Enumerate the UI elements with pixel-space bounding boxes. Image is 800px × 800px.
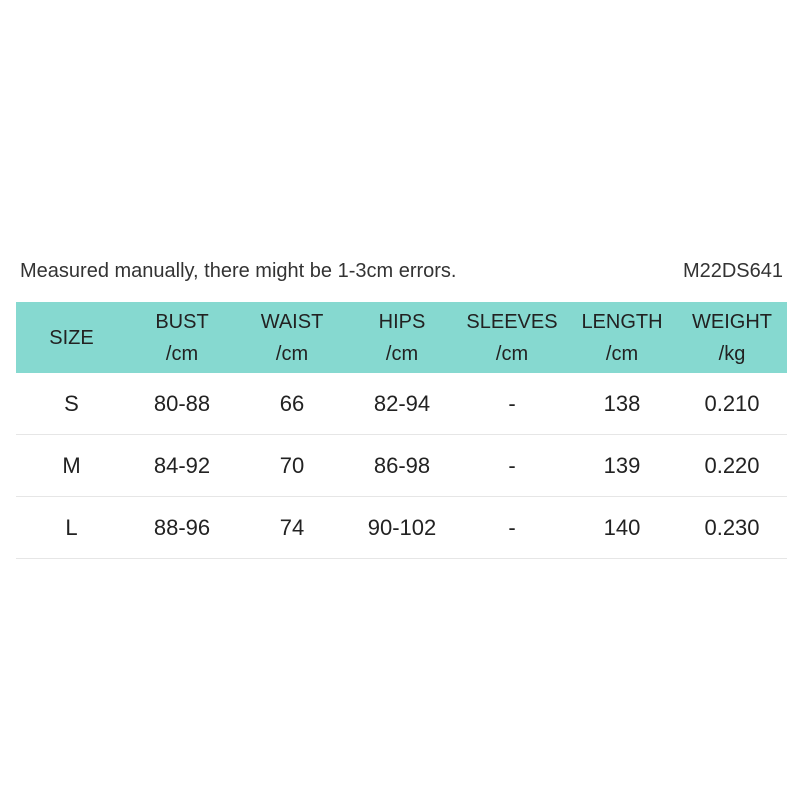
size-chart-table: [16, 302, 787, 559]
header-hips-label: HIPS: [378, 310, 426, 333]
header-sleeves-unit: /cm: [495, 342, 529, 365]
header-waist-unit: /cm: [275, 342, 309, 365]
header-bust-label: BUST: [155, 310, 209, 333]
header-length: [567, 302, 677, 373]
cell-sleeves: -: [457, 497, 567, 559]
header-hips: [347, 302, 457, 373]
header-length-label: LENGTH: [581, 310, 663, 333]
cell-bust: 80-88: [127, 373, 237, 435]
cell-sleeves: -: [457, 435, 567, 497]
cell-weight: 0.230: [677, 497, 787, 559]
header-row: [16, 302, 787, 373]
cell-length: 139: [567, 435, 677, 497]
cell-size: M: [16, 435, 127, 497]
product-code: M22DS641: [682, 260, 783, 282]
header-sleeves: [457, 302, 567, 373]
cell-sleeves: -: [457, 373, 567, 435]
cell-weight: 0.220: [677, 435, 787, 497]
cell-length: 138: [567, 373, 677, 435]
header-sleeves-label: SLEEVES: [466, 310, 558, 333]
header-bust: [127, 302, 237, 373]
cell-hips: 90-102: [347, 497, 457, 559]
cell-bust: 88-96: [127, 497, 237, 559]
header-waist: [237, 302, 347, 373]
header-weight-label: WEIGHT: [692, 310, 772, 333]
table-row: [16, 497, 787, 559]
cell-weight: 0.210: [677, 373, 787, 435]
cell-hips: 86-98: [347, 435, 457, 497]
cell-waist: 66: [237, 373, 347, 435]
header-waist-label: WAIST: [260, 310, 324, 333]
header-weight-unit: /kg: [718, 342, 746, 365]
header-weight: [677, 302, 787, 373]
header-length-unit: /cm: [605, 342, 639, 365]
cell-waist: 74: [237, 497, 347, 559]
table-row: [16, 373, 787, 435]
cell-size: S: [16, 373, 127, 435]
table-row: [16, 435, 787, 497]
measurement-note: Measured manually, there might be 1-3cm errors.: [20, 260, 457, 282]
cell-waist: 70: [237, 435, 347, 497]
cell-bust: 84-92: [127, 435, 237, 497]
header-size-label: SIZE: [49, 326, 94, 349]
header-size: [16, 302, 127, 373]
cell-length: 140: [567, 497, 677, 559]
header-bust-unit: /cm: [165, 342, 199, 365]
cell-hips: 82-94: [347, 373, 457, 435]
cell-size: L: [16, 497, 127, 559]
header-hips-unit: /cm: [385, 342, 419, 365]
